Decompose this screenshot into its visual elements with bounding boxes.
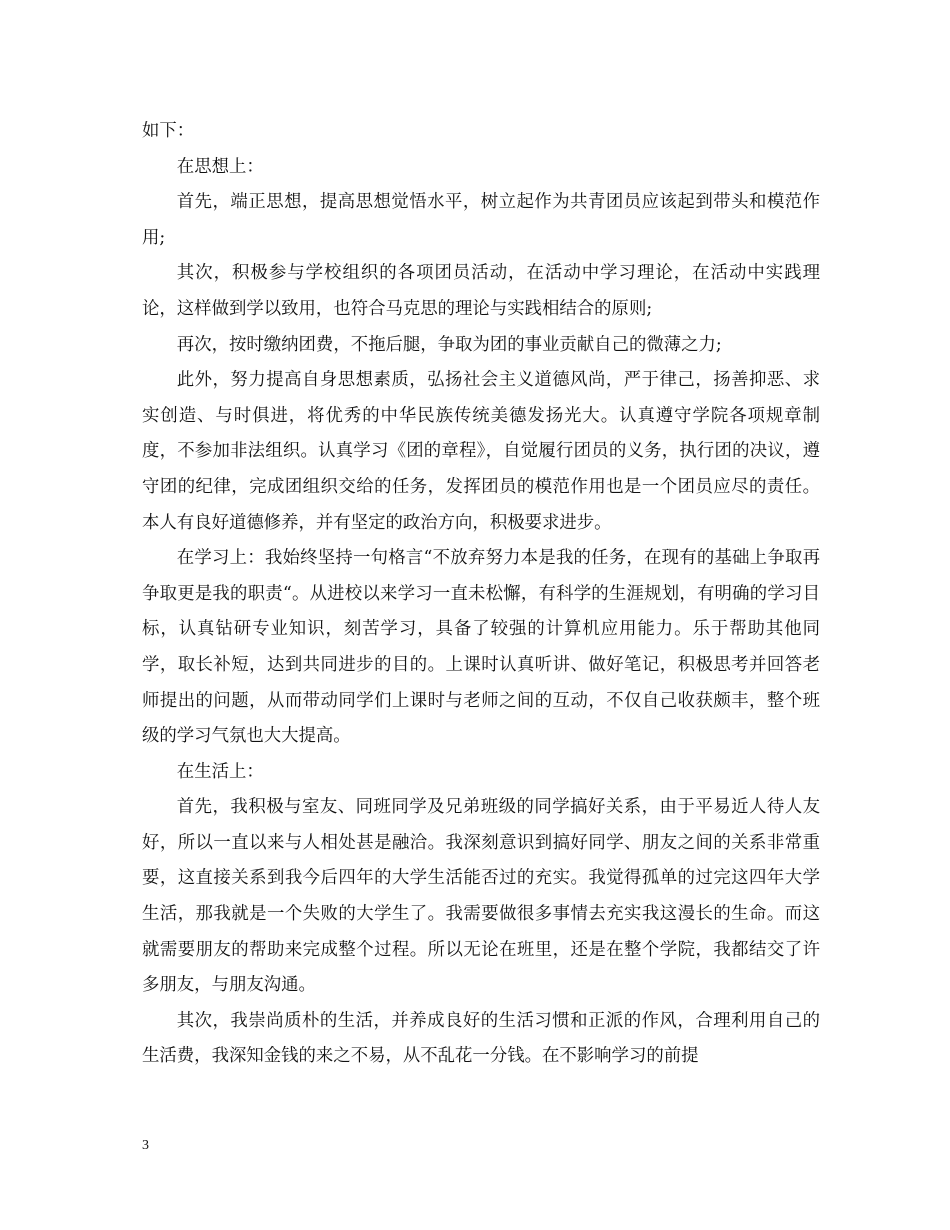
paragraph-thought-first: 首先，端正思想，提高思想觉悟水平，树立起作为共青团员应该起到带头和模范作用; [142, 192, 820, 248]
paragraph-life-second: 其次，我崇尚质朴的生活，并养成良好的生活习惯和正派的作风，合理利用自己的生活费，我深知金钱的来之不易，从不乱花一分钱。在不影响学习的前提 [142, 1010, 820, 1067]
paragraph-intro: 如下： [142, 121, 195, 141]
paragraph-life-first: 首先，我积极与室友、同班同学及兄弟班级的同学搞好关系，由于平易近人待人友好，所以一直以来与人相处甚是融洽。我深刻意识到搞好同学、朋友之间的关系非常重要，这直接关系到我今后四年的大学生活能否过的充实。我觉得孤单的过完这四年大学生活，那我就是一个失败的大学生了。我需要做很多事情去充实我这漫长的生命。而这就需要朋友的帮助来完成整个过程。所以无论在班里，还是在整个学院，我都结交了许多朋友，与朋友沟通。 [142, 797, 820, 996]
paragraph-thought-additional: 此外，努力提高自身思想素质，弘扬社会主义道德风尚，严于律己，扬善抑恶、求实创造、与时俱进，将优秀的中华民族传统美德发扬光大。认真遵守学院各项规章制度，不参加非法组织。认真学习《团的章程》，自觉履行团员的义务，执行团的决议，遵守团的纪律，完成团组织交给的任务，发挥团员的模范作用也是一个团员应尽的责任。本人有良好道德修养，并有坚定的政治方向，积极要求进步。 [142, 370, 820, 533]
paragraph-study: 在学习上：我始终坚持一句格言“不放弃努力本是我的任务，在现有的基础上争取再争取更是我的职责“。从进校以来学习一直未松懈，有科学的生涯规划，有明确的学习目标，认真钻研专业知识，刻苦学习，具备了较强的计算机应用能力。乐于帮助其他同学，取长补短，达到共同进步的目的。上课时认真听讲、做好笔记，积极思考并回答老师提出的问题，从而带动同学们上课时与老师之间的互动，不仅自己收获颇丰，整个班级的学习气氛也大大提高。 [142, 548, 820, 747]
page-number: 3 [142, 1138, 149, 1153]
paragraph-thought-second: 其次，积极参与学校组织的各项团员活动，在活动中学习理论，在活动中实践理论，这样做到学以致用，也符合马克思的理论与实践相结合的原则; [142, 263, 820, 319]
document-body [142, 114, 820, 1075]
paragraph-heading-life: 在生活上： [176, 761, 264, 782]
paragraph-thought-third: 再次，按时缴纳团费，不拖后腿，争取为团的事业贡献自己的微薄之力; [176, 334, 722, 355]
paragraph-heading-thought: 在思想上： [176, 156, 264, 177]
